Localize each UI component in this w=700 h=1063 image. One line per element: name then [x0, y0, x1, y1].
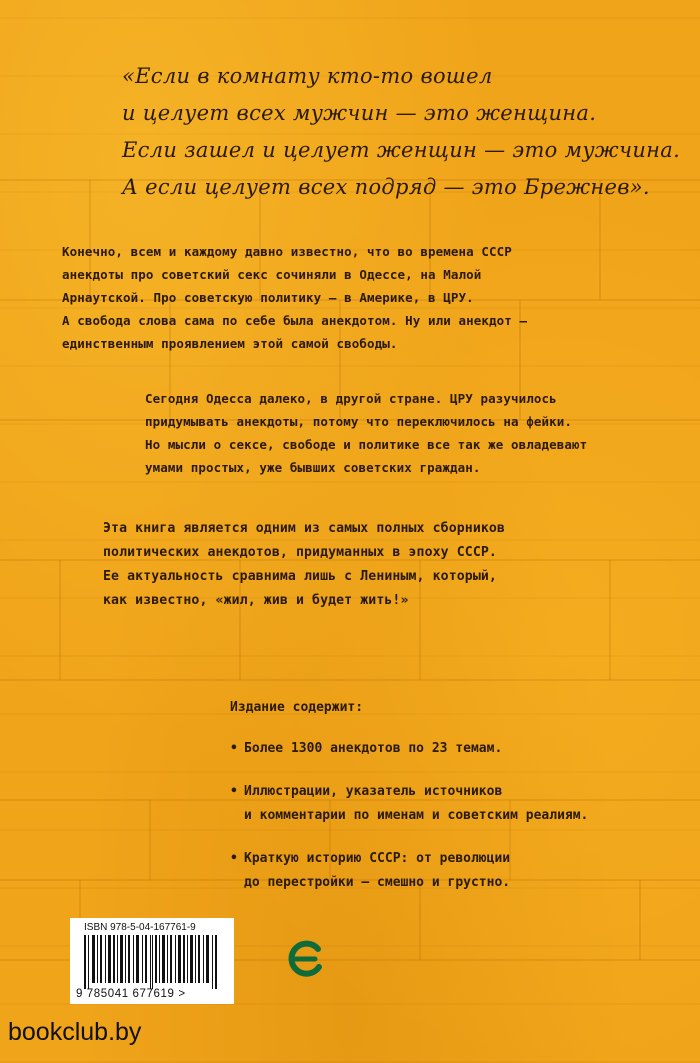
- paragraph-line: Ее актуальность сравнима лишь с Лениным, который,: [103, 569, 497, 584]
- book-description-paragraph: [103, 517, 505, 613]
- watermark-text: bookclub.by: [8, 1018, 142, 1046]
- list-item: [230, 847, 588, 895]
- paragraph-line: как известно, «жил, жив и будет жить!»: [103, 593, 409, 608]
- paragraph-line: анекдоты про советский секс сочиняли в Одессе, на Малой: [62, 267, 482, 282]
- isbn-barcode: [70, 918, 234, 1004]
- bullet-mark: •: [230, 741, 238, 756]
- contents-list: [230, 737, 588, 914]
- list-item: [230, 780, 588, 828]
- contents-heading: Издание содержит:: [230, 700, 364, 715]
- barcode-bars: [84, 935, 220, 989]
- list-item-text: Иллюстрации, указатель источников: [244, 784, 503, 799]
- today-paragraph: [145, 387, 587, 479]
- paragraph-line: Сегодня Одесса далеко, в другой стране. ЦРУ разучилось: [145, 391, 557, 406]
- paragraph-line: единственным проявлением этой самой свободы.: [62, 336, 398, 351]
- paragraph-line: Эта книга является одним из самых полных сборников: [103, 521, 505, 536]
- paragraph-line: политических анекдотов, придуманных в эпоху СССР.: [103, 545, 497, 560]
- list-item-text: Краткую историю СССР: от революции: [244, 851, 511, 866]
- intro-paragraph: [62, 240, 527, 355]
- quote-line: Если зашел и целует женщин — это мужчина.: [122, 138, 681, 162]
- list-item-text: и комментарии по именам и советским реалиям.: [244, 808, 589, 823]
- list-item-text: Более 1300 анекдотов по 23 темам.: [244, 741, 503, 756]
- isbn-number: ISBN 978-5-04-167761-9: [84, 922, 196, 933]
- paragraph-line: придумывать анекдоты, потому что переключилось на фейки.: [145, 414, 573, 429]
- list-item-text: до перестройки – смешно и грустно.: [244, 875, 511, 890]
- quote-line: «Если в комнату кто-то вошел: [122, 64, 493, 88]
- paragraph-line: Но мысли о сексе, свободе и политике все так же овладевают: [145, 437, 588, 452]
- bullet-mark: •: [230, 851, 238, 866]
- paragraph-line: умами простых, уже бывших советских граждан.: [145, 460, 481, 475]
- quote-line: и целует всех мужчин — это женщина.: [122, 101, 597, 125]
- list-item: [230, 737, 588, 761]
- bullet-mark: •: [230, 784, 238, 799]
- epigraph-quote: [122, 58, 681, 206]
- paragraph-line: А свобода слова сама по себе была анекдотом. Ну или анекдот –: [62, 313, 528, 328]
- paragraph-line: Арнаутской. Про советскую политику – в Америке, в ЦРУ.: [62, 290, 474, 305]
- barcode-digits: 9 785041 677619 >: [76, 988, 186, 1000]
- eksmo-logo-icon: [285, 937, 325, 981]
- paragraph-line: Конечно, всем и каждому давно известно, что во времена СССР: [62, 244, 512, 259]
- quote-line: А если целует всех подряд — это Брежнев».: [122, 175, 650, 199]
